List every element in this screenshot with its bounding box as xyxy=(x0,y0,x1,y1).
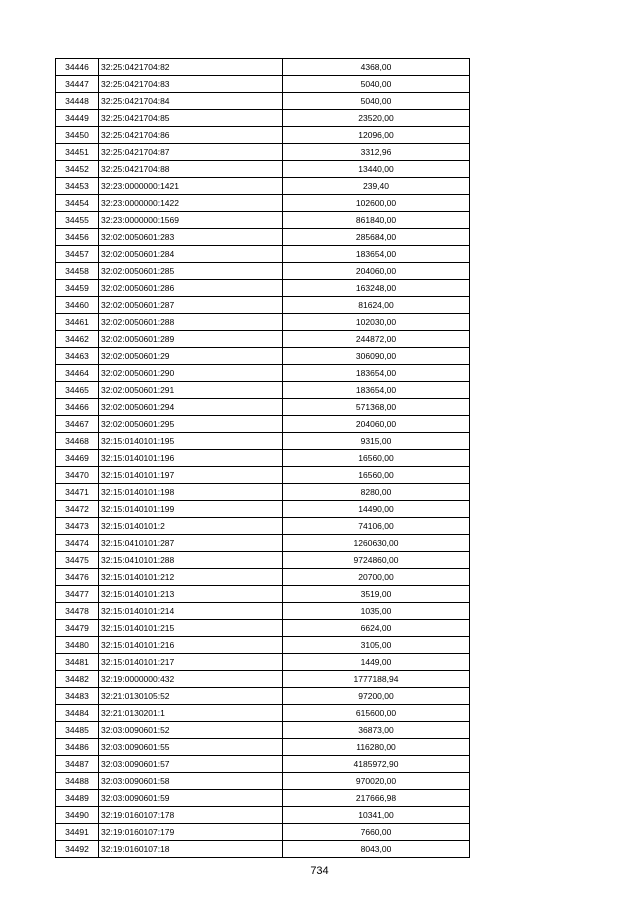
table-row xyxy=(56,552,470,569)
value-cell: 9315,00 xyxy=(283,433,470,450)
cadastral-number-cell: 32:23:0000000:1422 xyxy=(99,195,283,212)
table-row xyxy=(56,824,470,841)
row-number-cell: 34446 xyxy=(56,59,99,76)
value-cell: 16560,00 xyxy=(283,450,470,467)
row-number-cell: 34465 xyxy=(56,382,99,399)
row-number-cell: 34474 xyxy=(56,535,99,552)
value-cell: 4368,00 xyxy=(283,59,470,76)
value-cell: 571368,00 xyxy=(283,399,470,416)
cadastral-number-cell: 32:02:0050601:285 xyxy=(99,263,283,280)
cadastral-number-cell: 32:03:0090601:52 xyxy=(99,722,283,739)
value-cell: 102600,00 xyxy=(283,195,470,212)
cadastral-number-cell: 32:15:0140101:212 xyxy=(99,569,283,586)
table-row xyxy=(56,178,470,195)
value-cell: 5040,00 xyxy=(283,93,470,110)
table-row xyxy=(56,280,470,297)
row-number-cell: 34475 xyxy=(56,552,99,569)
value-cell: 16560,00 xyxy=(283,467,470,484)
cadastral-number-cell: 32:21:0130201:1 xyxy=(99,705,283,722)
cadastral-number-cell: 32:02:0050601:286 xyxy=(99,280,283,297)
value-cell: 1260630,00 xyxy=(283,535,470,552)
row-number-cell: 34480 xyxy=(56,637,99,654)
cadastral-number-cell: 32:25:0421704:85 xyxy=(99,110,283,127)
row-number-cell: 34467 xyxy=(56,416,99,433)
table-row xyxy=(56,484,470,501)
row-number-cell: 34462 xyxy=(56,331,99,348)
cadastral-number-cell: 32:25:0421704:82 xyxy=(99,59,283,76)
cadastral-number-cell: 32:15:0140101:197 xyxy=(99,467,283,484)
row-number-cell: 34459 xyxy=(56,280,99,297)
cadastral-number-cell: 32:19:0160107:179 xyxy=(99,824,283,841)
table-row xyxy=(56,450,470,467)
value-cell: 3312,96 xyxy=(283,144,470,161)
value-cell: 5040,00 xyxy=(283,76,470,93)
table-row xyxy=(56,110,470,127)
cadastral-number-cell: 32:15:0140101:199 xyxy=(99,501,283,518)
table-row xyxy=(56,756,470,773)
table-row xyxy=(56,314,470,331)
value-cell: 1777188,94 xyxy=(283,671,470,688)
value-cell: 204060,00 xyxy=(283,263,470,280)
value-cell: 204060,00 xyxy=(283,416,470,433)
value-cell: 116280,00 xyxy=(283,739,470,756)
row-number-cell: 34491 xyxy=(56,824,99,841)
row-number-cell: 34486 xyxy=(56,739,99,756)
row-number-cell: 34456 xyxy=(56,229,99,246)
cadastral-number-cell: 32:02:0050601:284 xyxy=(99,246,283,263)
value-cell: 615600,00 xyxy=(283,705,470,722)
cadastral-number-cell: 32:15:0410101:288 xyxy=(99,552,283,569)
table-row xyxy=(56,161,470,178)
value-cell: 7660,00 xyxy=(283,824,470,841)
table-row xyxy=(56,433,470,450)
row-number-cell: 34482 xyxy=(56,671,99,688)
table-row xyxy=(56,195,470,212)
row-number-cell: 34484 xyxy=(56,705,99,722)
cadastral-number-cell: 32:02:0050601:283 xyxy=(99,229,283,246)
value-cell: 1449,00 xyxy=(283,654,470,671)
value-cell: 183654,00 xyxy=(283,382,470,399)
row-number-cell: 34455 xyxy=(56,212,99,229)
cadastral-number-cell: 32:15:0140101:217 xyxy=(99,654,283,671)
cadastral-number-cell: 32:25:0421704:83 xyxy=(99,76,283,93)
cadastral-number-cell: 32:02:0050601:287 xyxy=(99,297,283,314)
table-row xyxy=(56,586,470,603)
cadastral-number-cell: 32:19:0000000:432 xyxy=(99,671,283,688)
cadastral-number-cell: 32:15:0410101:287 xyxy=(99,535,283,552)
table-row xyxy=(56,246,470,263)
cadastral-number-cell: 32:25:0421704:86 xyxy=(99,127,283,144)
value-cell: 9724860,00 xyxy=(283,552,470,569)
value-cell: 12096,00 xyxy=(283,127,470,144)
value-cell: 244872,00 xyxy=(283,331,470,348)
row-number-cell: 34463 xyxy=(56,348,99,365)
cadastral-number-cell: 32:15:0140101:214 xyxy=(99,603,283,620)
cadastral-number-cell: 32:15:0140101:213 xyxy=(99,586,283,603)
table-row xyxy=(56,59,470,76)
cadastral-number-cell: 32:02:0050601:294 xyxy=(99,399,283,416)
table-row xyxy=(56,569,470,586)
table-row xyxy=(56,263,470,280)
cadastral-number-cell: 32:03:0090601:59 xyxy=(99,790,283,807)
row-number-cell: 34471 xyxy=(56,484,99,501)
row-number-cell: 34470 xyxy=(56,467,99,484)
cadastral-number-cell: 32:15:0140101:195 xyxy=(99,433,283,450)
row-number-cell: 34487 xyxy=(56,756,99,773)
cadastral-number-cell: 32:15:0140101:196 xyxy=(99,450,283,467)
value-cell: 14490,00 xyxy=(283,501,470,518)
row-number-cell: 34464 xyxy=(56,365,99,382)
value-cell: 74106,00 xyxy=(283,518,470,535)
value-cell: 239,40 xyxy=(283,178,470,195)
table-row xyxy=(56,620,470,637)
row-number-cell: 34472 xyxy=(56,501,99,518)
cadastral-number-cell: 32:02:0050601:290 xyxy=(99,365,283,382)
value-cell: 97200,00 xyxy=(283,688,470,705)
row-number-cell: 34492 xyxy=(56,841,99,858)
table-row xyxy=(56,671,470,688)
row-number-cell: 34458 xyxy=(56,263,99,280)
row-number-cell: 34489 xyxy=(56,790,99,807)
row-number-cell: 34447 xyxy=(56,76,99,93)
table-row xyxy=(56,654,470,671)
row-number-cell: 34454 xyxy=(56,195,99,212)
cadastral-number-cell: 32:03:0090601:58 xyxy=(99,773,283,790)
value-cell: 20700,00 xyxy=(283,569,470,586)
value-cell: 102030,00 xyxy=(283,314,470,331)
table-row xyxy=(56,637,470,654)
row-number-cell: 34452 xyxy=(56,161,99,178)
row-number-cell: 34477 xyxy=(56,586,99,603)
value-cell: 285684,00 xyxy=(283,229,470,246)
table-row xyxy=(56,467,470,484)
table-row xyxy=(56,76,470,93)
value-cell: 10341,00 xyxy=(283,807,470,824)
cadastral-number-cell: 32:19:0160107:18 xyxy=(99,841,283,858)
table-row xyxy=(56,399,470,416)
table-row xyxy=(56,501,470,518)
cadastral-number-cell: 32:02:0050601:295 xyxy=(99,416,283,433)
table-row xyxy=(56,331,470,348)
table-row xyxy=(56,807,470,824)
cadastral-number-cell: 32:21:0130105:52 xyxy=(99,688,283,705)
table-row xyxy=(56,93,470,110)
value-cell: 163248,00 xyxy=(283,280,470,297)
registry-table xyxy=(55,58,470,858)
cadastral-number-cell: 32:02:0050601:291 xyxy=(99,382,283,399)
row-number-cell: 34466 xyxy=(56,399,99,416)
value-cell: 217666,98 xyxy=(283,790,470,807)
table-row xyxy=(56,229,470,246)
table-row xyxy=(56,212,470,229)
value-cell: 4185972,90 xyxy=(283,756,470,773)
table-row xyxy=(56,416,470,433)
cadastral-number-cell: 32:23:0000000:1569 xyxy=(99,212,283,229)
cadastral-number-cell: 32:25:0421704:87 xyxy=(99,144,283,161)
table-row xyxy=(56,297,470,314)
cadastral-number-cell: 32:25:0421704:84 xyxy=(99,93,283,110)
table-row xyxy=(56,127,470,144)
row-number-cell: 34449 xyxy=(56,110,99,127)
value-cell: 3105,00 xyxy=(283,637,470,654)
cadastral-number-cell: 32:03:0090601:55 xyxy=(99,739,283,756)
row-number-cell: 34479 xyxy=(56,620,99,637)
table-row xyxy=(56,841,470,858)
row-number-cell: 34483 xyxy=(56,688,99,705)
value-cell: 970020,00 xyxy=(283,773,470,790)
cadastral-number-cell: 32:02:0050601:288 xyxy=(99,314,283,331)
row-number-cell: 34460 xyxy=(56,297,99,314)
row-number-cell: 34478 xyxy=(56,603,99,620)
cadastral-number-cell: 32:15:0140101:215 xyxy=(99,620,283,637)
value-cell: 13440,00 xyxy=(283,161,470,178)
value-cell: 8280,00 xyxy=(283,484,470,501)
table-row xyxy=(56,365,470,382)
row-number-cell: 34488 xyxy=(56,773,99,790)
value-cell: 183654,00 xyxy=(283,246,470,263)
row-number-cell: 34469 xyxy=(56,450,99,467)
row-number-cell: 34485 xyxy=(56,722,99,739)
cadastral-number-cell: 32:25:0421704:88 xyxy=(99,161,283,178)
cadastral-number-cell: 32:02:0050601:289 xyxy=(99,331,283,348)
table-row xyxy=(56,535,470,552)
table-row xyxy=(56,382,470,399)
table-row xyxy=(56,348,470,365)
value-cell: 81624,00 xyxy=(283,297,470,314)
value-cell: 3519,00 xyxy=(283,586,470,603)
table-row xyxy=(56,773,470,790)
value-cell: 23520,00 xyxy=(283,110,470,127)
cadastral-number-cell: 32:15:0140101:2 xyxy=(99,518,283,535)
page-number: 734 xyxy=(310,865,329,877)
cadastral-number-cell: 32:03:0090601:57 xyxy=(99,756,283,773)
value-cell: 6624,00 xyxy=(283,620,470,637)
row-number-cell: 34461 xyxy=(56,314,99,331)
value-cell: 1035,00 xyxy=(283,603,470,620)
row-number-cell: 34473 xyxy=(56,518,99,535)
cadastral-number-cell: 32:23:0000000:1421 xyxy=(99,178,283,195)
value-cell: 306090,00 xyxy=(283,348,470,365)
row-number-cell: 34457 xyxy=(56,246,99,263)
row-number-cell: 34490 xyxy=(56,807,99,824)
row-number-cell: 34453 xyxy=(56,178,99,195)
table-row xyxy=(56,705,470,722)
table-row xyxy=(56,790,470,807)
cadastral-number-cell: 32:19:0160107:178 xyxy=(99,807,283,824)
row-number-cell: 34481 xyxy=(56,654,99,671)
row-number-cell: 34451 xyxy=(56,144,99,161)
value-cell: 36873,00 xyxy=(283,722,470,739)
row-number-cell: 34450 xyxy=(56,127,99,144)
value-cell: 861840,00 xyxy=(283,212,470,229)
cadastral-number-cell: 32:02:0050601:29 xyxy=(99,348,283,365)
table-row xyxy=(56,518,470,535)
value-cell: 8043,00 xyxy=(283,841,470,858)
cadastral-number-cell: 32:15:0140101:198 xyxy=(99,484,283,501)
cadastral-number-cell: 32:15:0140101:216 xyxy=(99,637,283,654)
row-number-cell: 34448 xyxy=(56,93,99,110)
table-row xyxy=(56,722,470,739)
table-row xyxy=(56,688,470,705)
row-number-cell: 34468 xyxy=(56,433,99,450)
table-row xyxy=(56,144,470,161)
table-row xyxy=(56,603,470,620)
value-cell: 183654,00 xyxy=(283,365,470,382)
row-number-cell: 34476 xyxy=(56,569,99,586)
table-row xyxy=(56,739,470,756)
registry-table-body xyxy=(56,59,470,858)
